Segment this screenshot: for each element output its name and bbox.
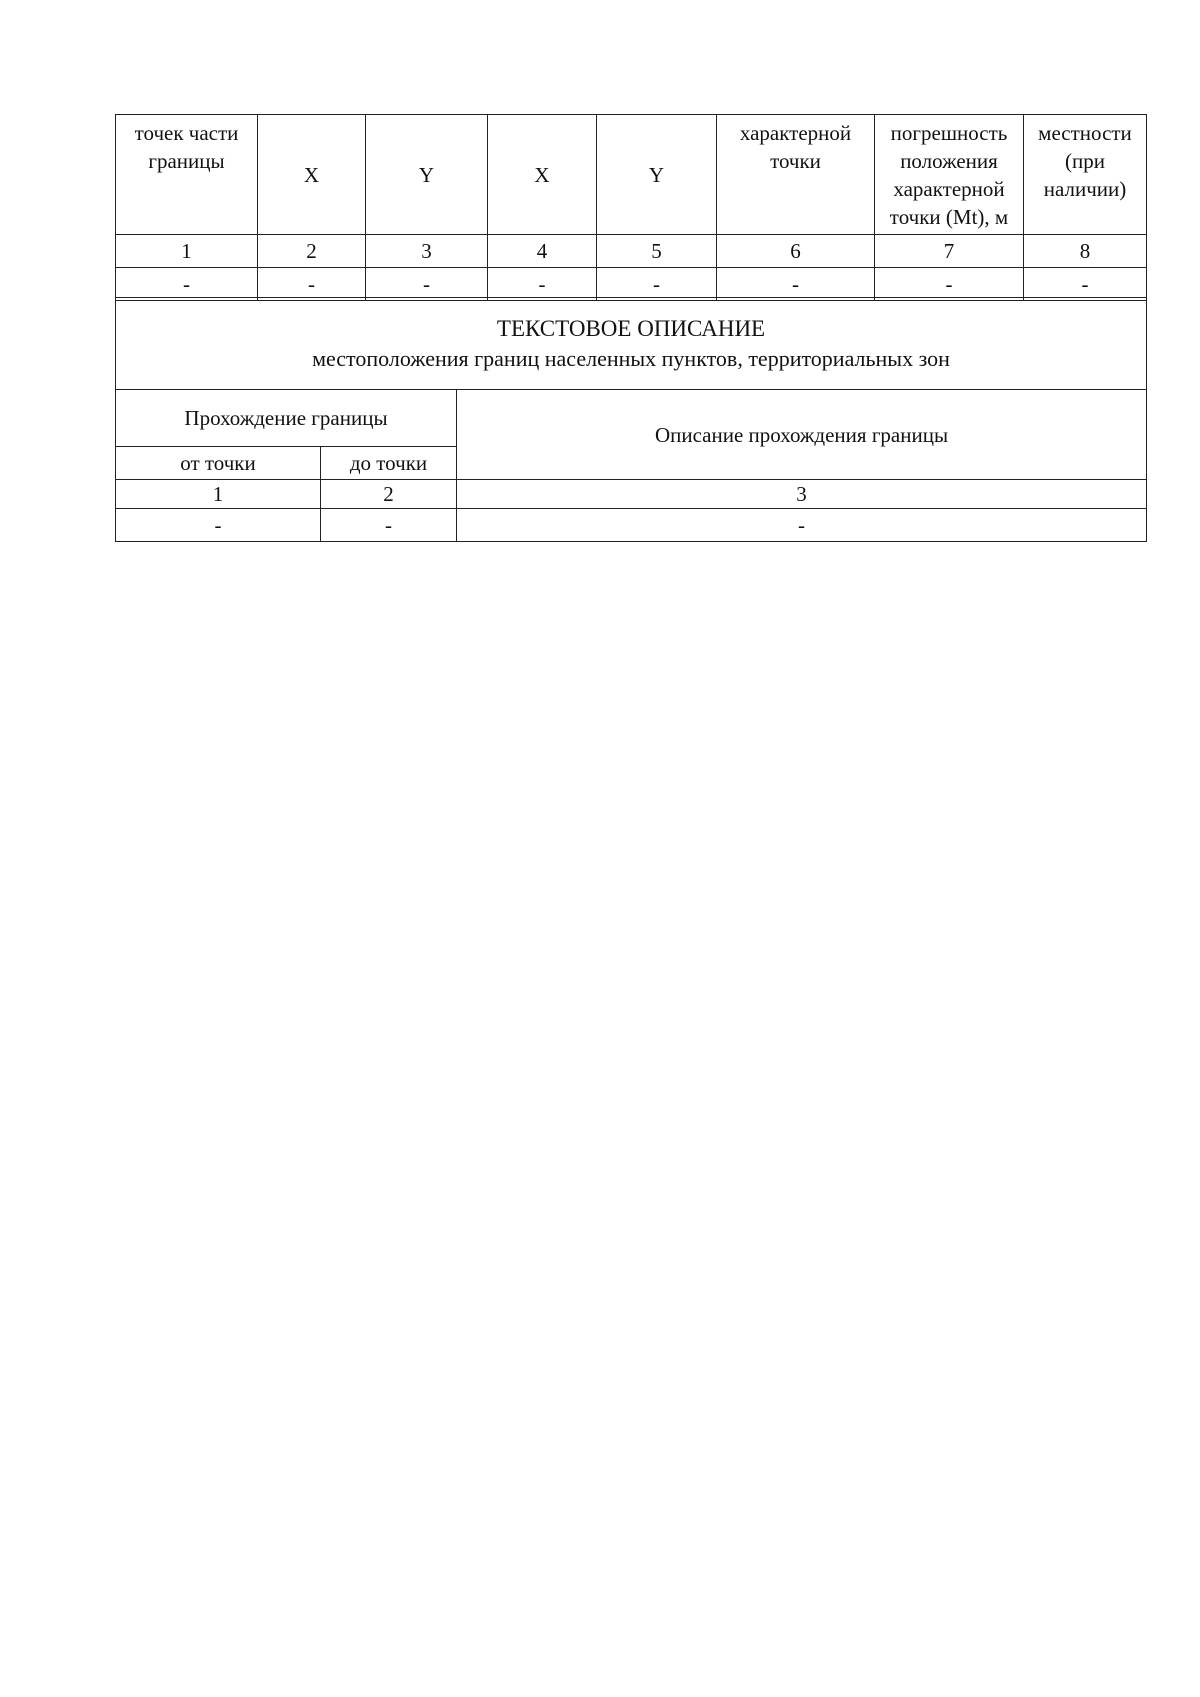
column-number: 4 xyxy=(488,235,597,268)
table-cell: - xyxy=(1024,268,1147,301)
header-line: погрешность xyxy=(890,121,1008,145)
table-cell: - xyxy=(717,268,875,301)
header-x-updated xyxy=(488,115,597,235)
header-line: точек части xyxy=(134,121,239,145)
header-line: точки xyxy=(770,149,821,173)
header-point-numbers xyxy=(116,115,258,235)
header-line: Y xyxy=(648,162,665,187)
header-line: границы xyxy=(148,149,225,173)
text-description-title-cell xyxy=(116,298,1147,390)
section-title: ТЕКСТОВОЕ ОПИСАНИЕ xyxy=(496,315,766,341)
column-number: 1 xyxy=(116,480,321,509)
boundary-passage-header-row xyxy=(116,390,1147,447)
column-number: 2 xyxy=(258,235,366,268)
header-line: наличии) xyxy=(1043,177,1127,201)
header-line: X xyxy=(534,162,550,187)
header-y-updated xyxy=(597,115,717,235)
column-number-row xyxy=(116,235,1147,268)
column-number: 2 xyxy=(321,480,457,509)
table-cell: - xyxy=(597,268,717,301)
header-line: местности xyxy=(1038,121,1132,145)
table-cell: - xyxy=(366,268,488,301)
section-subtitle: местоположения границ населенных пунктов, территориальных зон xyxy=(312,345,950,371)
header-line: точки (Mt), м xyxy=(889,205,1009,229)
header-accuracy xyxy=(875,115,1024,235)
column-number: 8 xyxy=(1024,235,1147,268)
coordinates-header-row xyxy=(116,115,1147,235)
to-point-header: до точки xyxy=(321,447,457,480)
text-description-title-row xyxy=(116,298,1147,390)
column-number: 5 xyxy=(597,235,717,268)
header-x-existing xyxy=(258,115,366,235)
description-header: Описание прохождения границы xyxy=(457,390,1147,480)
header-line: X xyxy=(303,162,320,187)
table-cell: - xyxy=(116,509,321,542)
table-cell: - xyxy=(875,268,1024,301)
column-number-row xyxy=(116,480,1147,509)
from-point-header: от точки xyxy=(116,447,321,480)
header-y-existing xyxy=(366,115,488,235)
table-cell: - xyxy=(488,268,597,301)
text-description-table xyxy=(115,297,1147,542)
column-number: 3 xyxy=(366,235,488,268)
column-number: 1 xyxy=(116,235,258,268)
table-row xyxy=(116,268,1147,301)
column-number: 7 xyxy=(875,235,1024,268)
header-method xyxy=(717,115,875,235)
table-cell: - xyxy=(116,268,258,301)
coordinates-table xyxy=(115,114,1147,301)
table-cell: - xyxy=(321,509,457,542)
column-number: 3 xyxy=(457,480,1147,509)
table-cell: - xyxy=(258,268,366,301)
header-line: (при xyxy=(1065,149,1105,173)
header-line: характерной xyxy=(893,177,1005,201)
table-cell: - xyxy=(457,509,1147,542)
header-line: характерной xyxy=(739,121,852,145)
table-row xyxy=(116,509,1147,542)
header-marker-description xyxy=(1024,115,1147,235)
header-line: положения xyxy=(900,149,998,173)
column-number: 6 xyxy=(717,235,875,268)
boundary-passage-header: Прохождение границы xyxy=(116,390,457,447)
header-line: Y xyxy=(418,162,435,187)
